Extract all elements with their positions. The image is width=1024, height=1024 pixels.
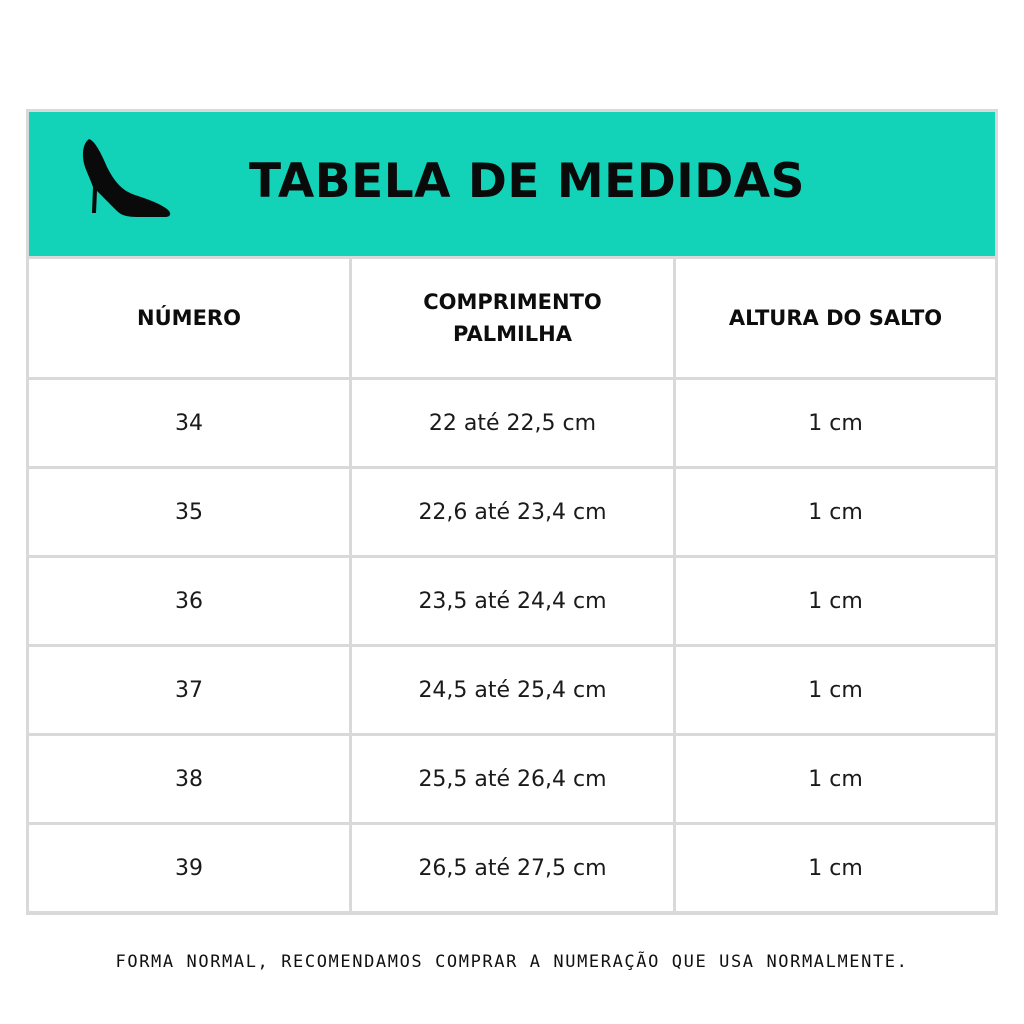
table-cell: 1 cm bbox=[676, 469, 995, 555]
table-cell: 22,6 até 23,4 cm bbox=[352, 469, 673, 555]
column-header: ALTURA DO SALTO bbox=[676, 259, 995, 377]
table-cell: 23,5 até 24,4 cm bbox=[352, 558, 673, 644]
table-cell: 25,5 até 26,4 cm bbox=[352, 736, 673, 822]
table-cell: 37 bbox=[29, 647, 349, 733]
table-cell: 22 até 22,5 cm bbox=[352, 380, 673, 466]
table-cell: 24,5 até 25,4 cm bbox=[352, 647, 673, 733]
table-cell: 34 bbox=[29, 380, 349, 466]
page-title: TABELA DE MEDIDAS bbox=[249, 154, 805, 209]
footnote: FORMA NORMAL, RECOMENDAMOS COMPRAR A NUMERAÇÃO QUE USA NORMALMENTE. bbox=[115, 952, 909, 972]
column-header: COMPRIMENTO PALMILHA bbox=[352, 259, 673, 377]
table-header-band bbox=[29, 112, 995, 256]
table-cell: 1 cm bbox=[676, 380, 995, 466]
table-cell: 36 bbox=[29, 558, 349, 644]
table-cell: 1 cm bbox=[676, 736, 995, 822]
table-cell: 1 cm bbox=[676, 825, 995, 911]
table-cell: 39 bbox=[29, 825, 349, 911]
table-cell: 1 cm bbox=[676, 558, 995, 644]
table-cell: 1 cm bbox=[676, 647, 995, 733]
table-grid bbox=[29, 259, 995, 912]
table-cell: 26,5 até 27,5 cm bbox=[352, 825, 673, 911]
size-table bbox=[26, 109, 998, 915]
column-header: NÚMERO bbox=[29, 259, 349, 377]
table-cell: 35 bbox=[29, 469, 349, 555]
high-heel-shoe-icon bbox=[79, 137, 173, 221]
table-cell: 38 bbox=[29, 736, 349, 822]
